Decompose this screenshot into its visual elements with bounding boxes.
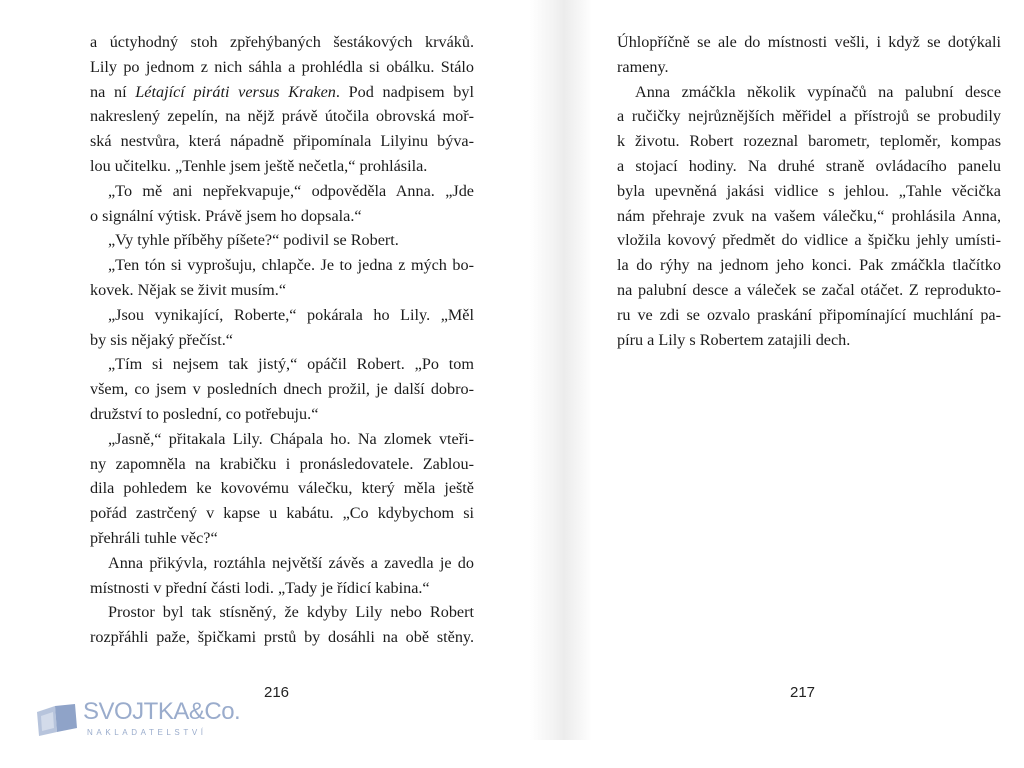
publisher-name: SVOJTKA&Co. xyxy=(83,698,241,725)
text-line: a ručičky nejrůznějších měřidel a přístrojů se probudily xyxy=(617,107,1001,126)
text-line: přehráli tuhle věc?“ xyxy=(90,528,218,547)
text-line: rozpřáhli paže, špičkami prstů by dosáhli na obě stěny. xyxy=(90,628,474,647)
publisher-logo xyxy=(35,696,241,746)
text-line: nakreslený zepelín, na nějž právě útočila obrovská moř- xyxy=(90,107,474,126)
text-line: a úctyhodný stoh zpřehýbaných šestákových krváků. xyxy=(90,33,474,51)
page-number-right: 217 xyxy=(790,684,816,701)
text-line: Anna zmáčkla několik vypínačů na palubní desce xyxy=(635,82,1001,101)
left-page xyxy=(90,30,474,650)
text-fragment: na ní xyxy=(90,82,136,101)
text-line: píru a Lily s Robertem zatajili dech. xyxy=(617,330,851,349)
text-line: „Ten tón si vyprošuju, chlapče. Je to jedna z mých bo- xyxy=(108,256,474,275)
text-line: kovek. Nějak se živit musím.“ xyxy=(90,280,287,299)
text-line: a stojací hodiny. Na druhé straně ovládacího panelu xyxy=(617,156,1001,175)
text-line: na palubní desce a váleček se začal otáčet. Z reprodukto- xyxy=(617,280,1001,299)
text-line: o signální výtisk. Právě jsem ho dopsala.“ xyxy=(90,206,362,225)
book-title-italic: Létající piráti versus Kraken xyxy=(135,82,336,101)
right-page xyxy=(617,30,1001,352)
text-line: pořád zastrčený v kapse u kabátu. „Co kdybychom si xyxy=(90,504,474,523)
text-line: Anna přikývla, roztáhla největší závěs a zavedla je do xyxy=(108,553,474,572)
text-line: la do rýhy na jednom jeho konci. Pak zmáčkla tlačítko xyxy=(617,256,1001,275)
text-line: „Tím si nejsem tak jistý,“ opáčil Robert. „Po tom xyxy=(108,355,474,374)
text-line: „Jasně,“ přitakala Lily. Chápala ho. Na zlomek vteři- xyxy=(108,429,474,448)
text-line: Úhlopříčně se ale do místnosti vešli, i když se dotýkali xyxy=(617,33,1001,51)
text-line: ská nestvůra, která nápadně připomínala Lilyinu býva- xyxy=(90,132,474,151)
text-line: k životu. Robert rozeznal barometr, teploměr, kompas xyxy=(617,132,1001,151)
text-line: „Jsou vynikající, Roberte,“ pokárala ho Lily. „Měl xyxy=(108,305,474,324)
text-line: ny zapomněla na krabičku i pronásledovatele. Zablou- xyxy=(90,454,474,473)
text-line: „To mě ani nepřekvapuje,“ odpověděla Anna. „Jde xyxy=(108,181,474,200)
text-line: vložila kovový předmět do vidlice a špičku jehly umísti- xyxy=(617,231,1001,250)
text-line: Lily po jednom z nich sáhla a prohlédla si obálku. Stálo xyxy=(90,57,474,76)
publisher-subtitle: NAKLADATELSTVÍ xyxy=(87,728,207,737)
text-line: lou učitelku. „Tenhle jsem ještě nečetla,“ prohlásila. xyxy=(90,156,428,175)
book-gutter xyxy=(530,0,592,740)
text-line xyxy=(90,80,474,105)
open-book-icon xyxy=(35,702,79,736)
text-line: byla upevněná jakási vidlice s jehlou. „Tahle věcička xyxy=(617,181,1001,200)
text-line: by sis nějaký přečíst.“ xyxy=(90,330,233,349)
text-line: všem, co jsem v posledních dnech prožil, je další dobro- xyxy=(90,380,474,399)
text-line: rameny. xyxy=(617,57,669,76)
page-number-left: 216 xyxy=(264,684,290,701)
text-line: nám přehraje zvuk na vašem válečku,“ prohlásila Anna, xyxy=(617,206,1001,225)
text-line: Prostor byl tak stísněný, že kdyby Lily nebo Robert xyxy=(108,603,474,622)
text-line: družství to poslední, co potřebuju.“ xyxy=(90,404,319,423)
text-line: ru ve zdi se ozvalo praskání připomínající muchlání pa- xyxy=(617,305,1001,324)
text-fragment: . Pod nadpisem byl xyxy=(335,82,474,101)
text-line: místnosti v přední části lodi. „Tady je řídicí kabina.“ xyxy=(90,578,430,597)
text-line: „Vy tyhle příběhy píšete?“ podivil se Robert. xyxy=(108,231,399,250)
text-line: dila pohledem ke kovovému válečku, který měla ještě xyxy=(90,479,474,498)
